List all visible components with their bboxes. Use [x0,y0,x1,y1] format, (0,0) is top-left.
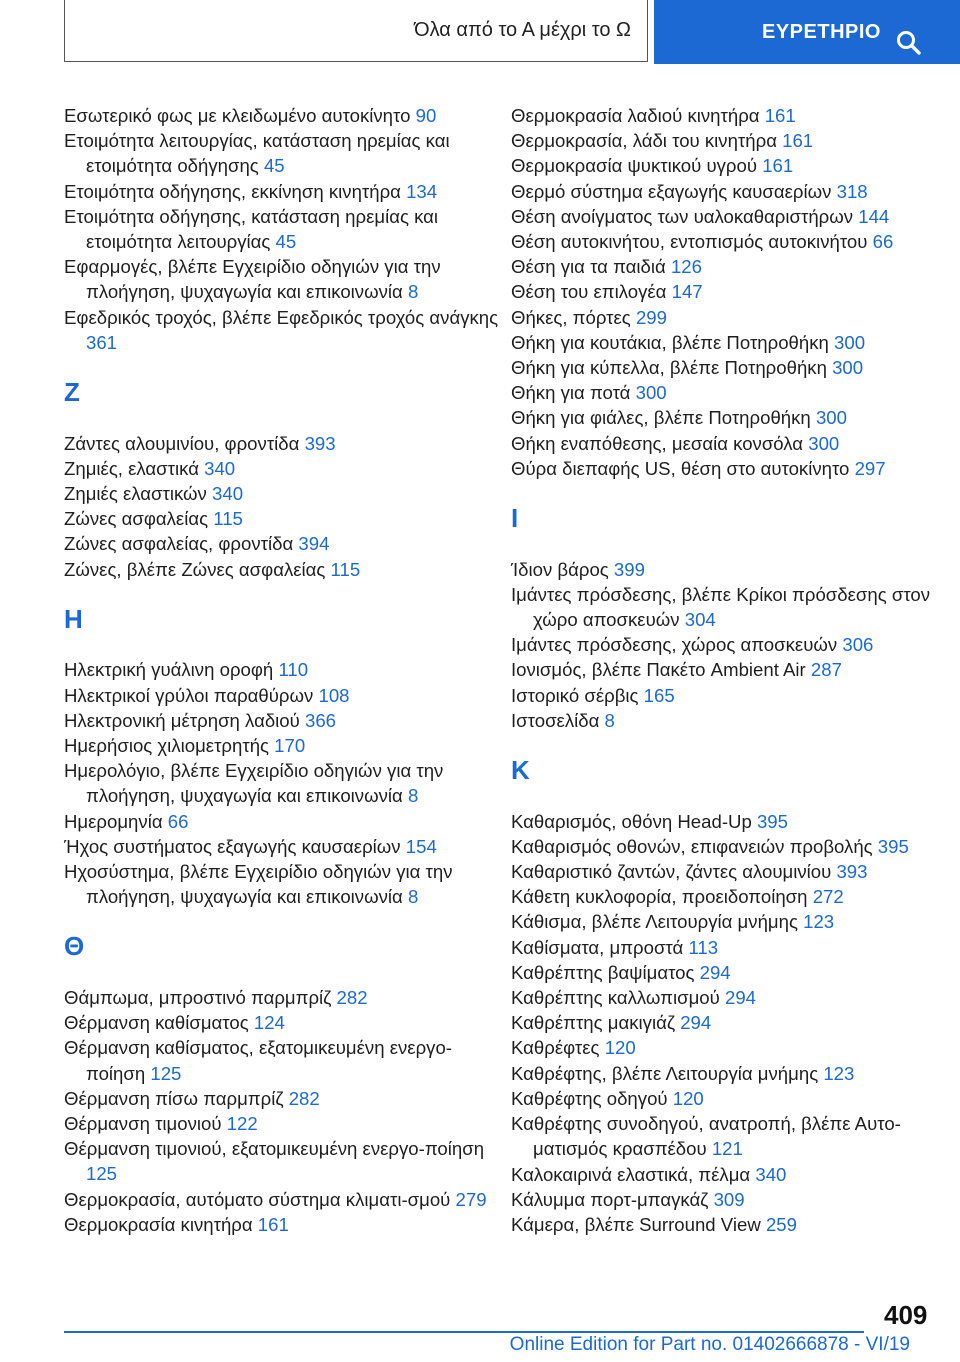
index-entry-text: Ετοιμότητα λειτουργίας, κατάσταση ηρεμίας και ετοιμότητα οδήγησης [64,130,450,177]
index-entry[interactable] [64,708,504,733]
index-page-link[interactable]: 399 [613,558,645,580]
index-entry[interactable] [511,153,931,178]
index-letter-heading: H [64,603,83,634]
index-page-link[interactable]: 110 [278,659,309,681]
index-entry-text: Θήκη για φιάλες, βλέπε Ποτηροθήκη [511,407,811,429]
header [0,0,960,64]
index-entry-text: Θέση αυτοκινήτου, εντοπισμός αυτοκινήτου [511,231,868,253]
page-number: 409 [884,1300,928,1330]
index-page-link[interactable]: 259 [765,1213,797,1235]
index-entry[interactable] [511,683,931,708]
index-page-link[interactable]: 272 [812,886,844,908]
index-entry-text: Θερμοκρασία κινητήρα [64,1213,253,1235]
index-entry[interactable] [64,1212,504,1237]
index-entry[interactable] [511,582,931,632]
index-entry[interactable] [511,1212,931,1237]
index-entry-text: Ημερομηνία [64,810,163,832]
index-entry-text: Καθρέφτες [511,1037,600,1059]
index-page-link[interactable]: 66 [167,810,189,832]
index-entry-text: Καθαρισμός, οθόνη Head-Up [511,810,752,832]
index-entry[interactable] [64,557,504,582]
index-entry-text: Ζημιές, ελαστικά [64,457,199,479]
index-entry-text: Ιστοσελίδα [511,709,600,731]
index-page-link[interactable]: 294 [725,987,757,1009]
index-entry[interactable] [511,456,931,481]
index-entry[interactable] [511,834,931,859]
index-entry-text: Ηλεκτρική γυάλινη οροφή [64,659,274,681]
index-entry-text: Ζημιές ελαστικών [64,483,207,505]
index-entry[interactable] [64,758,504,808]
search-icon[interactable] [896,30,922,56]
index-entry[interactable] [511,708,931,733]
index-page-link[interactable]: 8 [407,886,419,908]
index-entry[interactable] [511,204,931,229]
index-page-link[interactable]: 90 [415,105,437,126]
index-page-link[interactable]: 161 [764,105,796,126]
index-entry[interactable] [64,204,504,254]
index-entry-text: Κάμερα, βλέπε Surround View [511,1213,761,1235]
index-entry-text: Ίδιον βάρος [511,558,609,580]
index-entry[interactable] [511,909,931,934]
index-page-link[interactable]: 287 [810,659,842,681]
index-page-link[interactable]: 165 [643,684,675,706]
index-entry-text: Εφαρμογές, βλέπε Εγχειρίδιο οδηγιών για την πλοήγηση, ψυχαγωγία και επικοινωνία [64,256,441,303]
index-entry-text: Καθρέπτης μακιγιάζ [511,1012,676,1034]
index-entry[interactable] [64,1010,504,1035]
index-page-link[interactable]: 121 [711,1138,743,1160]
index-page-link[interactable]: 393 [304,432,336,454]
index-entry-text: Θέρμανση καθίσματος [64,1012,249,1034]
index-entry[interactable] [64,506,504,531]
index-entry-text: Ζώνες ασφαλείας [64,508,209,530]
tab-a-to-z-label: Όλα από το Α μέχρι το Ω [414,19,631,41]
index-entry[interactable] [511,1010,931,1035]
index-entry[interactable] [64,809,504,834]
footer-edition-text: Online Edition for Part no. 01402666878 - VI/19 [509,1334,910,1355]
index-entry-text: Θέση για τα παιδιά [511,256,666,278]
index-page-link[interactable]: 8 [604,709,615,731]
index-page-link[interactable]: 300 [808,432,840,454]
index-entry[interactable] [511,380,931,405]
index-entry-text: Θερμοκρασία, λάδι του κινητήρα [511,130,777,152]
index-entry[interactable] [511,960,931,985]
index-page-link[interactable]: 318 [836,180,868,202]
index-page-link[interactable]: 161 [762,155,794,177]
index-entry-text: Θερμό σύστημα εξαγωγής καυσαερίων [511,180,832,202]
index-entry[interactable] [64,456,504,481]
index-page-link[interactable]: 294 [680,1012,712,1034]
index-page-link[interactable]: 126 [670,256,702,278]
index-entry[interactable] [511,1061,931,1086]
index-entry[interactable] [511,809,931,834]
index-page-link[interactable]: 147 [671,281,703,303]
index-entry-text: Εφεδρικός τροχός, βλέπε Εφεδρικός τροχός ανάγκης [64,306,499,328]
index-page-link[interactable]: 306 [842,634,874,656]
index-page-link[interactable]: 122 [226,1113,258,1135]
index-entry[interactable] [64,733,504,758]
index-entry[interactable] [64,128,504,178]
index-page-link[interactable]: 108 [318,684,350,706]
index-page-link[interactable]: 366 [304,709,337,731]
index-entry-text: Θέρμανση τιμονιού, εξατομικευμένη ενεργο-ποίηση [64,1138,485,1160]
footer-divider [64,1331,864,1333]
index-entry[interactable] [511,254,931,279]
index-entry-text: Ετοιμότητα οδήγησης, εκκίνηση κινητήρα [64,180,401,202]
index-page-link[interactable]: 123 [823,1062,855,1084]
index-page-link[interactable]: 282 [336,987,368,1009]
index-entry[interactable] [64,481,504,506]
index-entry-text: Καθρέφτης συνοδηγού, ανατροπή, βλέπε Αυτο-ματισμός κρασπέδου [511,1113,901,1160]
index-entry[interactable] [64,657,504,682]
index-entry-text: Καθρέπτης βαψίματος [511,961,695,983]
index-page-link[interactable]: 299 [635,306,667,328]
index-page-link[interactable]: 154 [405,835,437,857]
index-entry[interactable] [511,632,931,657]
index-entry-text: Θήκη για κύπελλα, βλέπε Ποτηροθήκη [511,357,827,379]
index-entry[interactable] [511,431,931,456]
index-page-link[interactable]: 395 [877,835,909,857]
index-page-link[interactable]: 161 [257,1213,289,1235]
index-entry-text: Ζάντες αλουμινίου, φροντίδα [64,432,300,454]
index-entry-text: Καθρέφτης οδηγού [511,1087,668,1109]
tab-a-to-z[interactable] [64,0,648,62]
index-entry-text: Ημερήσιος χιλιομετρητής [64,735,269,757]
index-letter-heading: Θ [64,931,85,962]
index-entry[interactable] [511,1187,931,1212]
index-page-link[interactable]: 125 [150,1062,182,1084]
index-entry[interactable] [511,405,931,430]
index-page-link[interactable]: 309 [713,1188,745,1210]
index-page-link[interactable]: 361 [86,331,118,353]
index-entry-text: Θήκες, πόρτες [511,306,631,328]
index-entry-text: Θήκη για κουτάκια, βλέπε Ποτηροθήκη [511,331,829,353]
index-entry-text: Ιστορικό σέρβις [511,684,639,706]
index-entry[interactable] [511,884,931,909]
index-entry[interactable] [64,305,504,355]
index-entry-text: Ήχος συστήματος εξαγωγής καυσαερίων [64,835,401,857]
index-entry-text: Καθρέπτης καλλωπισμού [511,987,720,1009]
index-entry-text: Καθρέφτης, βλέπε Λειτουργία μνήμης [511,1062,819,1084]
index-entry-text: Εσωτερικό φως με κλειδωμένο αυτοκίνητο [64,105,411,126]
index-page-link[interactable]: 115 [213,508,243,530]
index-entry[interactable] [64,179,504,204]
index-page-link[interactable]: 282 [288,1087,320,1109]
index-page-link[interactable]: 340 [204,457,236,479]
index-page-link[interactable]: 45 [275,231,297,253]
index-entry[interactable] [511,1035,931,1060]
index-entry-text: Κάθισμα, βλέπε Λειτουργία μνήμης [511,911,798,933]
index-entry[interactable] [64,531,504,556]
index-entry[interactable] [64,859,504,909]
index-page-link[interactable]: 294 [699,961,731,983]
index-page-link[interactable]: 300 [815,407,847,429]
index-page-link[interactable]: 8 [407,281,419,303]
index-entry-text: Ζώνες, βλέπε Ζώνες ασφαλείας [64,558,326,580]
index-entry[interactable] [511,330,931,355]
index-page-link[interactable]: 113 [688,936,719,958]
index-page-link[interactable]: 144 [858,205,890,227]
index-page-link[interactable]: 120 [604,1037,636,1059]
index-entry-text: Θερμοκρασία ψυκτικού υγρού [511,155,758,177]
index-entry[interactable] [511,557,931,582]
index-page-link[interactable]: 45 [263,155,285,177]
index-entry[interactable] [511,279,931,304]
index-page-link[interactable]: 279 [455,1188,487,1210]
index-entry-text: Ημερολόγιο, βλέπε Εγχειρίδιο οδηγιών για την πλοήγηση, ψυχαγωγία και επικοινωνία [64,760,444,807]
index-entry-text: Καλοκαιρινά ελαστικά, πέλμα [511,1163,751,1185]
index-page-link[interactable]: 170 [274,735,306,757]
index-entry[interactable] [64,683,504,708]
index-column-right [511,103,931,1237]
index-entry[interactable] [511,859,931,884]
tab-index-label: ΕΥΡΕΤΗΡΙΟ [762,20,881,43]
index-entry[interactable] [64,431,504,456]
index-entry[interactable] [511,1086,931,1111]
index-page-link[interactable]: 297 [854,457,886,479]
index-entry[interactable] [64,1187,504,1212]
index-entry-text: Ιονισμός, βλέπε Πακέτο Ambient Air [511,659,806,681]
index-entry[interactable] [511,985,931,1010]
index-entry-text: Θερμοκρασία, αυτόματο σύστημα κλιματι-σμού [64,1188,451,1210]
index-page-link[interactable]: 340 [212,483,244,505]
index-entry[interactable] [511,305,931,330]
index-entry-text: Θέρμανση καθίσματος, εξατομικευμένη ενεργο-ποίηση [64,1037,452,1084]
index-letter-heading: K [511,755,530,786]
index-page-link[interactable]: 125 [86,1163,118,1185]
index-entry-text: Καθαριστικό ζαντών, ζάντες αλουμινίου [511,861,832,883]
index-entry-text: Θερμοκρασία λαδιού κινητήρα [511,105,760,126]
index-page-link[interactable]: 340 [755,1163,787,1185]
index-entry-text: Θέρμανση τιμονιού [64,1113,222,1135]
index-page-link[interactable]: 300 [834,331,866,353]
index-entry-text: Θήκη εναπόθεσης, μεσαία κονσόλα [511,432,804,454]
index-page-link[interactable]: 394 [298,533,330,555]
index-entry[interactable] [511,229,931,254]
index-entry-text: Θέση του επιλογέα [511,281,667,303]
index-entry-text: Θέρμανση πίσω παρμπρίζ [64,1087,284,1109]
index-entry-text: Καθαρισμός οθονών, επιφανειών προβολής [511,835,873,857]
index-page-link[interactable]: 300 [832,357,864,379]
index-entry[interactable] [64,834,504,859]
index-page-link[interactable]: 304 [684,609,716,631]
index-entry[interactable] [64,1136,504,1186]
index-letter-heading: I [511,503,519,534]
index-entry[interactable] [64,103,504,128]
index-entry[interactable] [64,985,504,1010]
index-page-link[interactable]: 66 [872,231,894,253]
index-entry-text: Θέση ανοίγματος των υαλοκαθαριστήρων [511,205,854,227]
index-entry-text: Κάλυμμα πορτ-μπαγκάζ [511,1188,709,1210]
index-entry[interactable] [64,1035,504,1085]
index-entry[interactable] [511,128,931,153]
index-entry[interactable] [511,657,931,682]
index-page-link[interactable]: 134 [406,180,438,202]
index-letter-heading: Z [64,377,80,408]
index-entry[interactable] [64,1111,504,1136]
index-page-link[interactable]: 161 [782,130,814,152]
index-entry-text: Καθίσματα, μπροστά [511,936,684,958]
index-entry[interactable] [511,355,931,380]
index-entry-text: Ζώνες ασφαλείας, φροντίδα [64,533,294,555]
index-entry-text: Ετοιμότητα οδήγησης, κατάσταση ηρεμίας και ετοιμότητα λειτουργίας [64,205,439,253]
index-entry-text: Κάθετη κυκλοφορία, προειδοποίηση [511,886,808,908]
index-column-left [64,103,504,1237]
index-entry-text: Ιμάντες πρόσδεσης, χώρος αποσκευών [511,634,838,656]
index-page-link[interactable]: 123 [803,911,835,933]
index-page-link[interactable]: 120 [672,1087,704,1109]
index-page-link[interactable]: 393 [836,861,868,883]
index-entry-text: Ηχοσύστημα, βλέπε Εγχειρίδιο οδηγιών για την πλοήγηση, ψυχαγωγία και επικοινωνία [64,861,453,908]
index-page-link[interactable]: 395 [756,810,788,832]
index-entry-text: Θύρα διεπαφής US, θέση στο αυτοκίνητο [511,457,850,479]
index-entry[interactable] [511,1162,931,1187]
index-entry[interactable] [64,1086,504,1111]
index-entry[interactable] [511,179,931,204]
index-entry[interactable] [511,103,931,128]
index-entry-text: Θάμπωμα, μπροστινό παρμπρίζ [64,987,332,1009]
index-entry[interactable] [64,254,504,304]
index-entry-text: Ηλεκτρικοί γρύλοι παραθύρων [64,684,314,706]
index-entry-text: Ιμάντες πρόσδεσης, βλέπε Κρίκοι πρόσδεσης στον χώρο αποσκευών [511,583,931,631]
index-page-link[interactable]: 8 [407,785,419,807]
index-page-link[interactable]: 300 [635,382,667,404]
index-entry[interactable] [511,1111,931,1161]
index-entry[interactable] [511,935,931,960]
index-entry-text: Ηλεκτρονική μέτρηση λαδιού [64,709,300,731]
index-entry-text: Θήκη για ποτά [511,382,631,404]
index-page-link[interactable]: 115 [330,558,361,580]
index-page-link[interactable]: 124 [253,1012,285,1034]
